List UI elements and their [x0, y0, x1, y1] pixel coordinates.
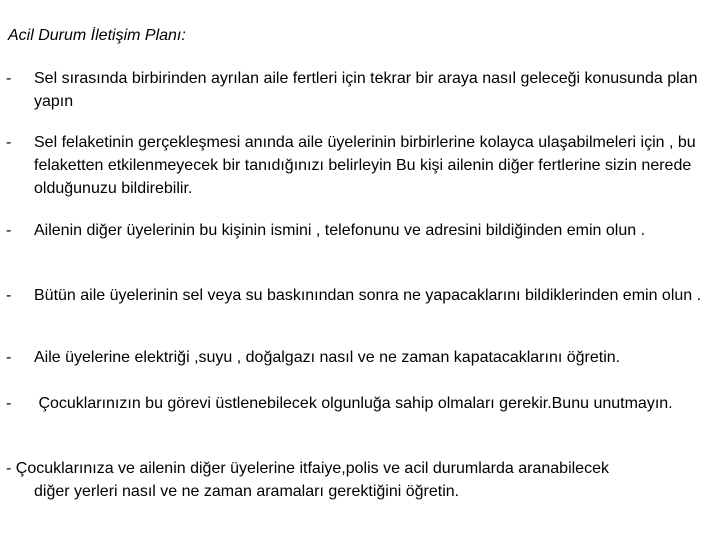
list-item [6, 392, 716, 415]
page-title: Acil Durum İletişim Planı: [8, 27, 186, 44]
list-item-text: Sel felaketinin gerçekleşmesi anında aile üyelerinin birbirlerine kolayca ulaşabilmeleri için , bu felaketten etkilenmeyecek bir tanıdığınızı belirleyin Bu kişi ailenin diğer fertlerine sizin nerede olduğunuzu bildirebilir. [34, 134, 696, 197]
list-item [6, 346, 716, 369]
list-item-text: Çocuklarınızın bu görevi üstlenebilecek olgunluğa sahip olmaları gerekir.Bunu unutmayın. [34, 395, 673, 412]
list-item [6, 219, 716, 242]
bullet-dash: - [6, 287, 12, 304]
list-item-text: Sel sırasında birbirinden ayrılan aile fertleri için tekrar bir araya nasıl geleceği konusunda plan yapın [34, 70, 698, 110]
list-item-text: Bütün aile üyelerinin sel veya su baskınından sonra ne yapacaklarını bildiklerinden emin olun . [34, 287, 702, 304]
bullet-dash: - [6, 134, 12, 151]
final-paragraph [6, 457, 716, 503]
list-item [6, 284, 716, 307]
final-line-2: diğer yerleri nasıl ve ne zaman aramaları gerektiğini öğretin. [34, 483, 460, 500]
bullet-dash: - [6, 222, 12, 239]
list-item [6, 67, 716, 113]
final-line-1: - Çocuklarınıza ve ailenin diğer üyelerine itfaiye,polis ve acil durumlarda aranabilecek [6, 460, 609, 477]
bullet-dash: - [6, 70, 12, 87]
list-item-text: Ailenin diğer üyelerinin bu kişinin ismini , telefonunu ve adresini bildiğinden emin olun . [34, 222, 646, 239]
bullet-dash: - [6, 395, 12, 412]
list-item-text: Aile üyelerine elektriği ,suyu , doğalgazı nasıl ve ne zaman kapatacaklarını öğretin. [34, 349, 621, 366]
bullet-dash: - [6, 349, 12, 366]
list-item [6, 131, 716, 200]
